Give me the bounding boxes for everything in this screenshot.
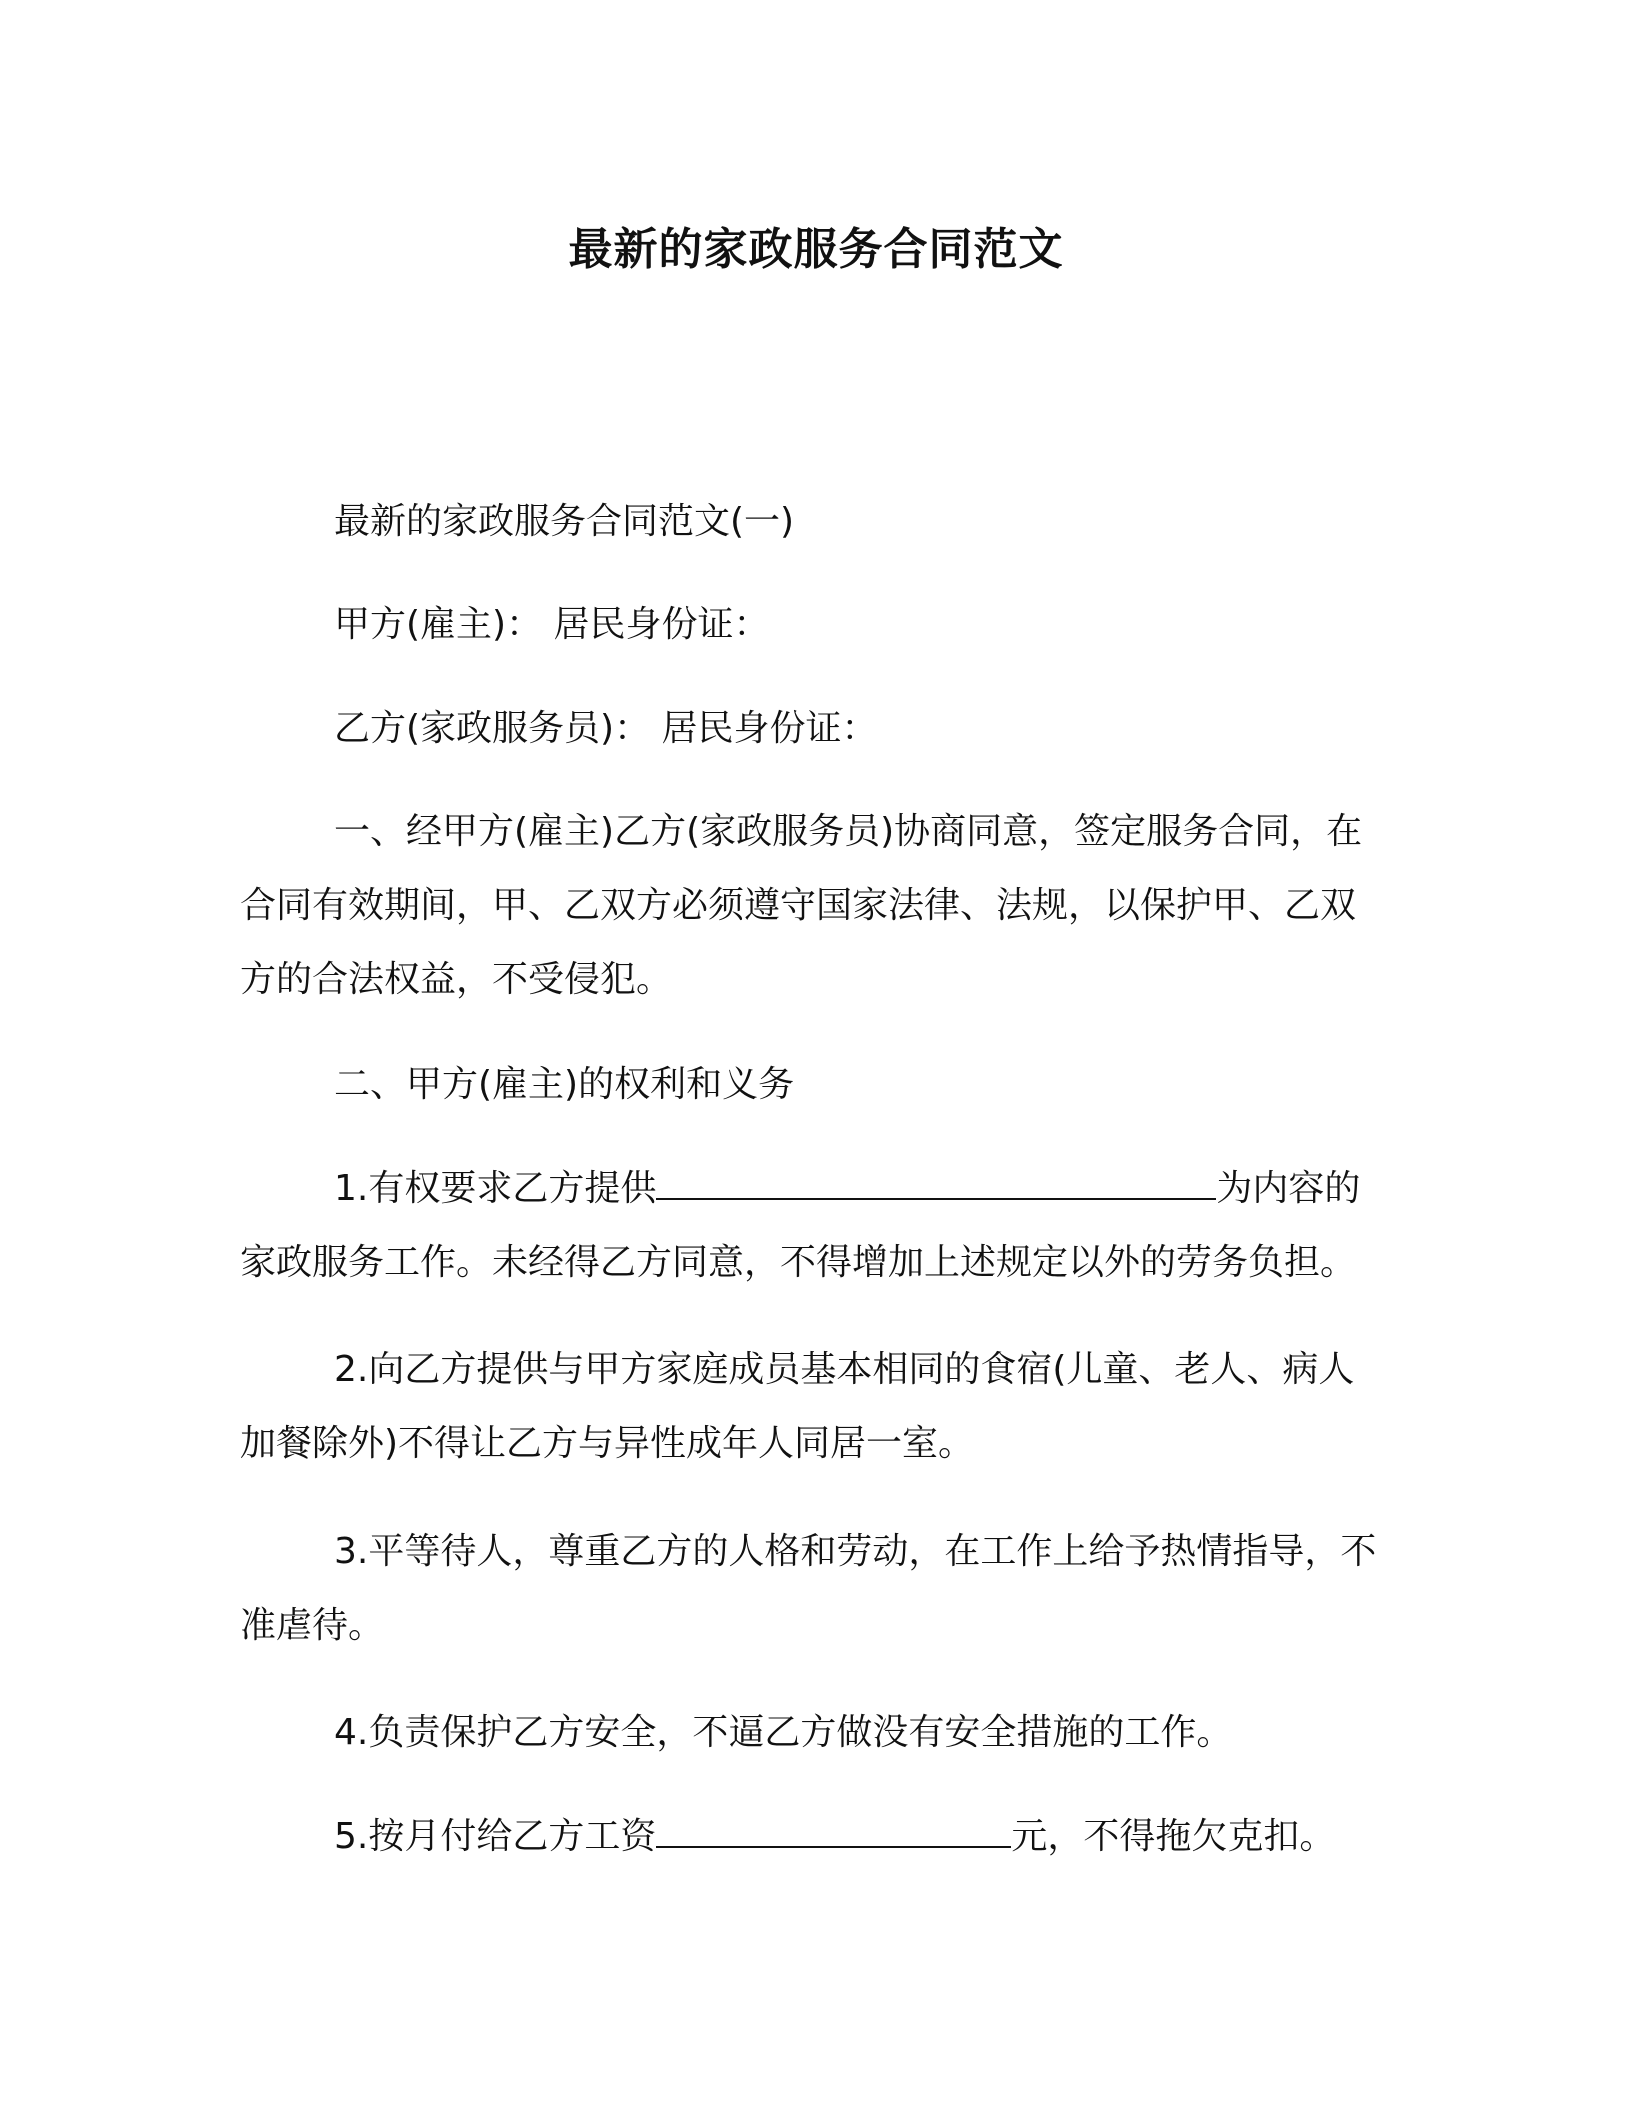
item-1-paragraph bbox=[240, 1152, 1390, 1300]
item-1-text-before: 1.有权要求乙方提供 bbox=[334, 1168, 657, 1209]
document-title: 最新的家政服务合同范文 bbox=[568, 224, 1064, 275]
item-1-text-after: 为内容的家政服务工作。未经得乙方同意，不得增加上述规定以外的劳务负担。 bbox=[240, 1168, 1361, 1283]
item-5-blank-line bbox=[656, 1812, 1011, 1848]
section-2-heading: 二、甲方(雇主)的权利和义务 bbox=[334, 1064, 795, 1105]
item-5-paragraph bbox=[240, 1800, 1390, 1874]
item-5-text-after: 元，不得拖欠克扣。 bbox=[1011, 1816, 1336, 1857]
item-3-paragraph: 3.平等待人，尊重乙方的人格和劳动，在工作上给予热情指导，不准虐待。 bbox=[240, 1531, 1377, 1646]
item-4-paragraph: 4.负责保护乙方安全，不逼乙方做没有安全措施的工作。 bbox=[334, 1712, 1233, 1753]
party-b-line: 乙方(家政服务员)： 居民身份证： bbox=[334, 708, 878, 749]
item-1-blank-line bbox=[656, 1164, 1216, 1200]
party-a-line: 甲方(雇主)： 居民身份证： bbox=[334, 604, 770, 645]
section-1-paragraph: 一、经甲方(雇主)乙方(家政服务员)协商同意，签定服务合同，在合同有效期间，甲、乙双方必须遵守国家法律、法规，以保护甲、乙双方的合法权益，不受侵犯。 bbox=[240, 811, 1363, 1000]
item-2-paragraph: 2.向乙方提供与甲方家庭成员基本相同的食宿(儿童、老人、病人加餐除外)不得让乙方与异性成年人同居一室。 bbox=[240, 1349, 1355, 1464]
item-5-text-before: 5.按月付给乙方工资 bbox=[334, 1816, 657, 1857]
document-subtitle: 最新的家政服务合同范文(一) bbox=[334, 501, 795, 542]
